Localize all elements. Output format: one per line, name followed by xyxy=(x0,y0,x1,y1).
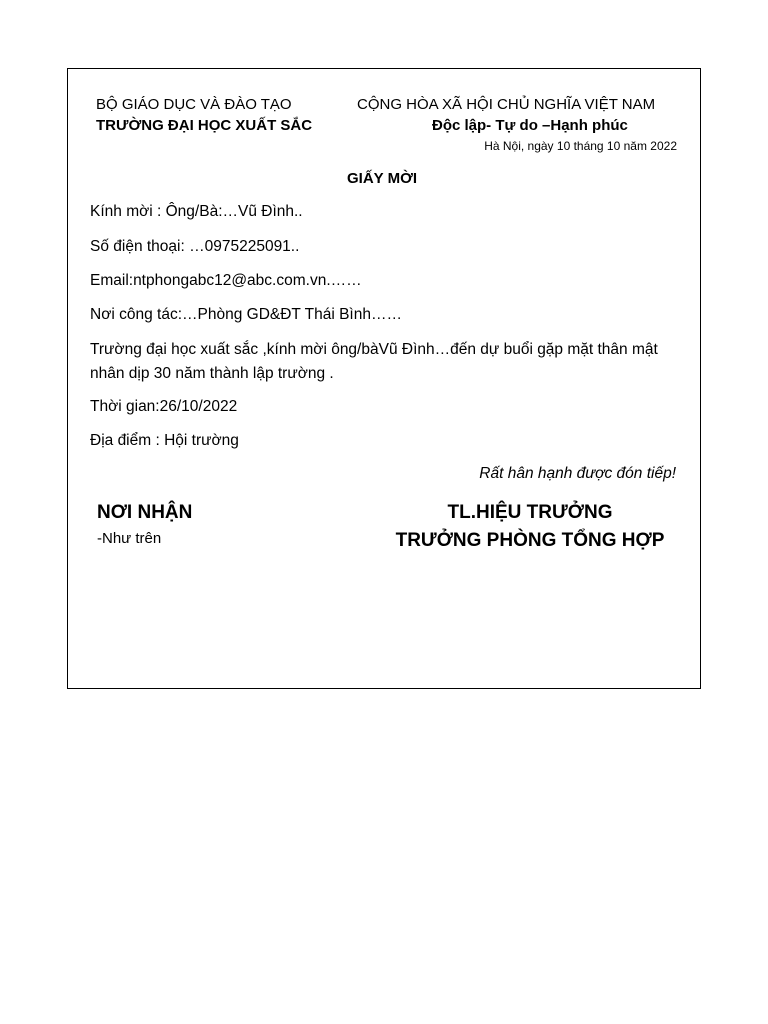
invitation-message: Trường đại học xuất sắc ,kính mời ông/bàVũ Đình…đến dự buổi gặp mặt thân mật nhân dịp 30 năm thành lập trường . xyxy=(90,341,658,382)
email-line: Email:ntphongabc12@abc.com.vn.…… xyxy=(90,272,362,289)
place-date: Hà Nội, ngày 10 tháng 10 năm 2022 xyxy=(484,139,677,153)
location-line: Địa điểm : Hội trường xyxy=(90,432,239,449)
ministry-name: BỘ GIÁO DỤC VÀ ĐÀO TẠO xyxy=(96,96,292,113)
time-line: Thời gian:26/10/2022 xyxy=(90,398,238,415)
recipients-label: NƠI NHẬN xyxy=(97,502,193,523)
recipients-value: -Như trên xyxy=(97,530,162,547)
school-name: TRƯỜNG ĐẠI HỌC XUẤT SẮC xyxy=(96,117,313,134)
document-title: GIẤY MỜI xyxy=(347,170,418,187)
phone-line: Số điện thoại: …0975225091.. xyxy=(90,238,300,255)
invitee-line: Kính mời : Ông/Bà:…Vũ Đình.. xyxy=(90,203,303,220)
national-motto: Độc lập- Tự do –Hạnh phúc xyxy=(432,117,628,134)
closing-line: Rất hân hạnh được đón tiếp! xyxy=(479,465,676,482)
republic-name: CỘNG HÒA XÃ HỘI CHỦ NGHĨA VIỆT NAM xyxy=(357,96,656,113)
signer-title: TL.HIỆU TRƯỞNG xyxy=(447,502,613,523)
signer-position: TRƯỞNG PHÒNG TỔNG HỢP xyxy=(395,530,665,551)
workplace-line: Nơi công tác:…Phòng GD&ĐT Thái Bình…… xyxy=(90,306,402,323)
